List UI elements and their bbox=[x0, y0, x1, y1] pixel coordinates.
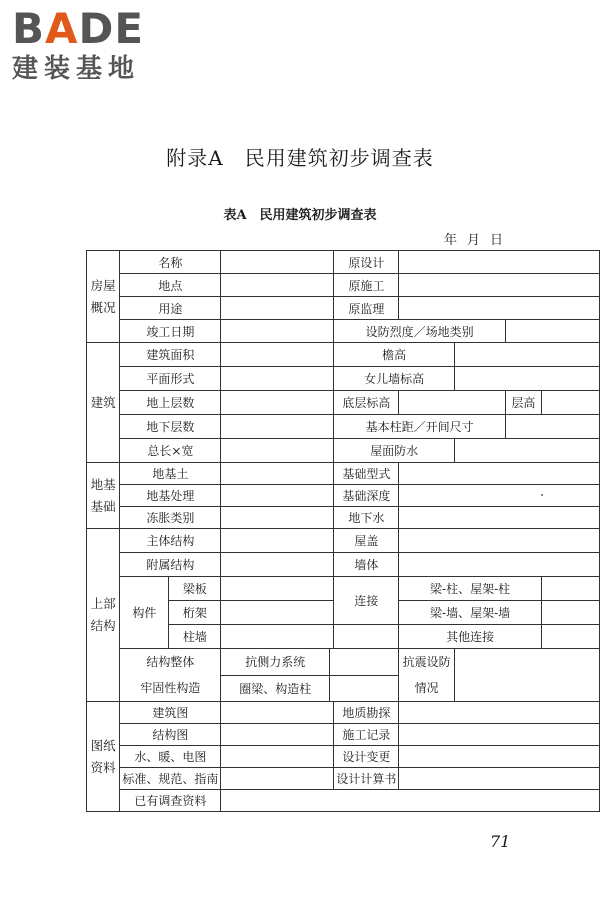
value-plan-form[interactable] bbox=[221, 367, 334, 391]
label-parapet-height: 女儿墙标高 bbox=[334, 367, 455, 391]
value-beam-wall[interactable] bbox=[541, 601, 599, 625]
label-structural-drawings: 结构图 bbox=[120, 724, 221, 746]
value-design-changes[interactable] bbox=[399, 746, 600, 768]
value-beam-column[interactable] bbox=[541, 577, 599, 601]
label-construction-records: 施工记录 bbox=[334, 724, 399, 746]
label-ground-treatment: 地基处理 bbox=[120, 485, 221, 507]
value-main-structure[interactable] bbox=[221, 529, 334, 553]
group-superstructure: 上部 结构 bbox=[87, 529, 120, 702]
value-foundation-depth[interactable] bbox=[399, 485, 600, 507]
value-completion-date[interactable] bbox=[221, 320, 334, 343]
label-beam-column: 梁-柱、屋架-柱 bbox=[399, 577, 541, 601]
value-building-area[interactable] bbox=[221, 343, 334, 367]
label-seismic: 设防烈度／场地类别 bbox=[334, 320, 506, 343]
value-geo-investigation[interactable] bbox=[399, 702, 600, 724]
value-original-construction[interactable] bbox=[399, 274, 600, 297]
label-floors-above: 地上层数 bbox=[120, 391, 221, 415]
group-housing: 房屋 概况 bbox=[87, 251, 120, 343]
scan-speck bbox=[541, 494, 543, 496]
value-original-supervision[interactable] bbox=[399, 297, 600, 320]
value-seismic[interactable] bbox=[505, 320, 599, 343]
label-beam-wall: 梁-墙、屋架-墙 bbox=[399, 601, 541, 625]
value-subsoil[interactable] bbox=[221, 463, 334, 485]
value-lateral-system[interactable] bbox=[330, 649, 399, 676]
value-ring-beam[interactable] bbox=[330, 675, 399, 702]
label-original-supervision: 原监理 bbox=[334, 297, 399, 320]
survey-table bbox=[86, 250, 600, 812]
label-roof-waterproof: 屋面防水 bbox=[334, 439, 455, 463]
label-original-design: 原设计 bbox=[334, 251, 399, 274]
value-roof-cover[interactable] bbox=[399, 529, 600, 553]
logo-subtitle: 建装基地 bbox=[12, 54, 141, 84]
label-members: 构件 bbox=[120, 577, 169, 649]
value-original-design[interactable] bbox=[399, 251, 600, 274]
label-roof-cover: 屋盖 bbox=[334, 529, 399, 553]
label-ring-beam: 圈梁、构造柱 bbox=[221, 675, 330, 702]
label-seismic-fortification: 抗震设防 情况 bbox=[399, 649, 455, 702]
label-standards: 标准、规范、指南 bbox=[120, 768, 221, 790]
value-roof-waterproof[interactable] bbox=[454, 439, 599, 463]
label-architectural-drawings: 建筑图 bbox=[120, 702, 221, 724]
value-connection-blank[interactable] bbox=[334, 625, 399, 649]
label-completion-date: 竣工日期 bbox=[120, 320, 221, 343]
label-ground-floor-level: 底层标高 bbox=[334, 391, 399, 415]
logo-wordmark: BADE bbox=[12, 4, 145, 53]
value-frost-category[interactable] bbox=[221, 507, 334, 529]
label-original-construction: 原施工 bbox=[334, 274, 399, 297]
value-use[interactable] bbox=[221, 297, 334, 320]
value-construction-records[interactable] bbox=[399, 724, 600, 746]
label-auxiliary-structure: 附属结构 bbox=[120, 553, 221, 577]
value-floor-height[interactable] bbox=[541, 391, 599, 415]
label-frost-category: 冻胀类别 bbox=[120, 507, 221, 529]
label-location: 地点 bbox=[120, 274, 221, 297]
value-existing-survey[interactable] bbox=[221, 790, 600, 812]
value-floors-below[interactable] bbox=[221, 415, 334, 439]
label-design-calculation: 设计计算书 bbox=[334, 768, 399, 790]
label-floors-below: 地下层数 bbox=[120, 415, 221, 439]
label-groundwater: 地下水 bbox=[334, 507, 399, 529]
value-ground-treatment[interactable] bbox=[221, 485, 334, 507]
value-beam-slab[interactable] bbox=[221, 577, 334, 601]
label-wall: 墙体 bbox=[334, 553, 399, 577]
label-column-wall: 柱墙 bbox=[169, 625, 221, 649]
label-beam-slab: 梁板 bbox=[169, 577, 221, 601]
label-floor-height: 层高 bbox=[505, 391, 541, 415]
value-structural-drawings[interactable] bbox=[221, 724, 334, 746]
value-floors-above[interactable] bbox=[221, 391, 334, 415]
page-title: 附录A 民用建筑初步调查表 bbox=[166, 146, 434, 170]
value-mep-drawings[interactable] bbox=[221, 746, 334, 768]
value-eave-height[interactable] bbox=[454, 343, 599, 367]
bade-logo bbox=[12, 6, 182, 84]
label-truss: 桁架 bbox=[169, 601, 221, 625]
label-geo-investigation: 地质勘探 bbox=[334, 702, 399, 724]
value-ground-floor-level[interactable] bbox=[399, 391, 506, 415]
label-design-changes: 设计变更 bbox=[334, 746, 399, 768]
value-architectural-drawings[interactable] bbox=[221, 702, 334, 724]
group-foundation: 地基 基础 bbox=[87, 463, 120, 529]
value-parapet-height[interactable] bbox=[454, 367, 599, 391]
date-line bbox=[444, 229, 513, 248]
page-number: 71 bbox=[490, 832, 511, 851]
label-subsoil: 地基土 bbox=[120, 463, 221, 485]
label-foundation-depth: 基础深度 bbox=[334, 485, 399, 507]
value-location[interactable] bbox=[221, 274, 334, 297]
value-standards[interactable] bbox=[221, 768, 334, 790]
value-other-connection[interactable] bbox=[541, 625, 599, 649]
label-foundation-type: 基础型式 bbox=[334, 463, 399, 485]
label-connection: 连接 bbox=[334, 577, 399, 625]
value-column-wall[interactable] bbox=[221, 625, 334, 649]
label-eave-height: 檐高 bbox=[334, 343, 455, 367]
label-existing-survey: 已有调查资料 bbox=[120, 790, 221, 812]
value-seismic-fortification[interactable] bbox=[454, 649, 599, 702]
value-groundwater[interactable] bbox=[399, 507, 600, 529]
date-day: 日 bbox=[490, 233, 504, 248]
value-name[interactable] bbox=[221, 251, 334, 274]
value-truss[interactable] bbox=[221, 601, 334, 625]
value-foundation-type[interactable] bbox=[399, 463, 600, 485]
group-drawings: 图纸 资料 bbox=[87, 702, 120, 812]
label-name: 名称 bbox=[120, 251, 221, 274]
label-other-connection: 其他连接 bbox=[399, 625, 541, 649]
label-lateral-system: 抗侧力系统 bbox=[221, 649, 330, 676]
label-length-width: 总长×宽 bbox=[120, 439, 221, 463]
label-main-structure: 主体结构 bbox=[120, 529, 221, 553]
group-building: 建筑 bbox=[87, 343, 120, 463]
value-auxiliary-structure[interactable] bbox=[221, 553, 334, 577]
date-year: 年 bbox=[444, 233, 458, 248]
value-length-width[interactable] bbox=[221, 439, 334, 463]
label-use: 用途 bbox=[120, 297, 221, 320]
value-design-calculation[interactable] bbox=[399, 768, 600, 790]
label-plan-form: 平面形式 bbox=[120, 367, 221, 391]
label-column-spacing: 基本柱距／开间尺寸 bbox=[334, 415, 506, 439]
value-column-spacing[interactable] bbox=[505, 415, 599, 439]
label-structural-integrity: 结构整体 牢固性构造 bbox=[120, 649, 221, 702]
value-wall[interactable] bbox=[399, 553, 600, 577]
label-building-area: 建筑面积 bbox=[120, 343, 221, 367]
table-title: 表A 民用建筑初步调查表 bbox=[223, 208, 377, 223]
label-mep-drawings: 水、暖、电图 bbox=[120, 746, 221, 768]
date-month: 月 bbox=[467, 233, 481, 248]
